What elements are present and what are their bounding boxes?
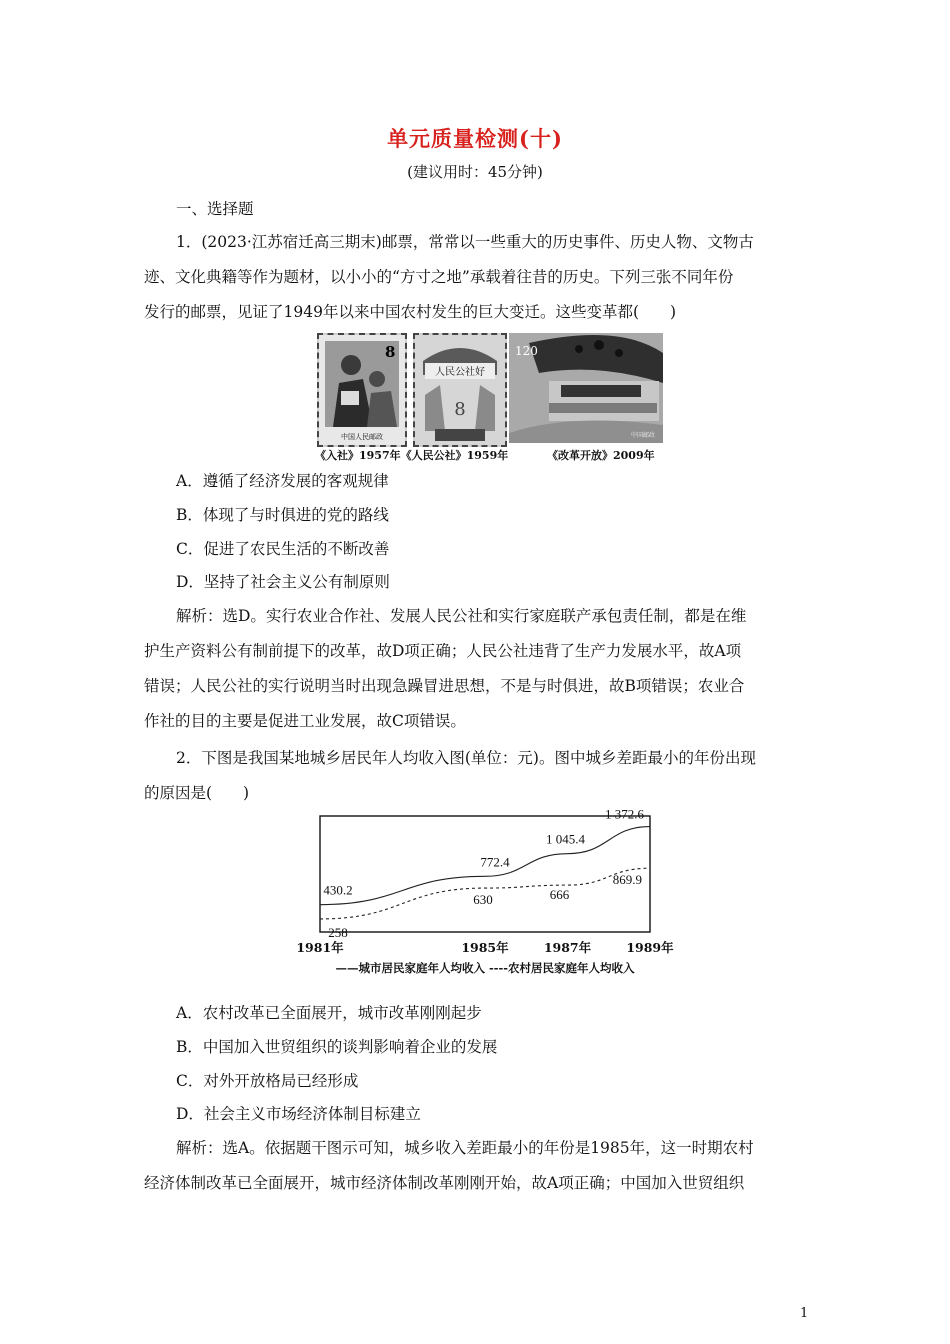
income-chart (296, 806, 680, 982)
stamp-2009-reform (509, 333, 663, 443)
q2-stem-line: 的原因是( ) (144, 784, 250, 802)
q2-analysis-line: 经济体制改革已全面展开，城市经济体制改革刚刚开始，故A项正确；中国加入世贸组织 (144, 1174, 745, 1192)
stamp-1959-value: 8 (454, 399, 466, 420)
data-label: 666 (549, 887, 570, 903)
q2-analysis-line: 解析：选A。依据题干图示可知，城乡收入差距最小的年份是1985年，这一时期农村 (176, 1139, 754, 1157)
page-title: 单元质量检测(十) (387, 126, 563, 151)
stamp-2009-image (509, 333, 663, 443)
q2-stem-line: 2．下图是我国某地城乡居民年人均收入图(单位：元)。图中城乡差距最小的年份出现 (176, 749, 756, 767)
data-label: 630 (473, 892, 493, 908)
data-label: 1 372.6 (605, 806, 644, 822)
data-label: 772.4 (480, 854, 510, 870)
q1-stem-line: 1．(2023·江苏宿迁高三期末)邮票，常常以一些重大的历史事件、历史人物、文物古 (176, 233, 754, 251)
q1-analysis-line: 作社的目的主要是促进工业发展，故C项错误。 (144, 712, 466, 730)
x-tick-label: 1987年 (543, 940, 592, 955)
stamp-1957-value: 8 (385, 343, 396, 361)
stamp-1957-image (319, 335, 405, 445)
stamp-caption-left: 《入社》1957年《人民公社》1959年 (315, 449, 509, 462)
chart-legend: ——城市居民家庭年人均收入 ----农村居民家庭年人均收入 (335, 961, 635, 975)
q1-option-a[interactable]: A．遵循了经济发展的客观规律 (176, 472, 389, 490)
stamp-1957-ruse (317, 333, 407, 447)
data-label: 430.2 (323, 882, 353, 898)
q2-option-a[interactable]: A．农村改革已全面展开，城市改革刚刚起步 (176, 1004, 482, 1022)
stamp-caption-right: 《改革开放》2009年 (547, 449, 655, 462)
q1-analysis-line: 解析：选D。实行农业合作社、发展人民公社和实行家庭联产承包责任制，都是在维 (176, 607, 747, 625)
stamp-2009-value: 120 (515, 344, 538, 358)
q1-analysis-line: 护生产资料公有制前提下的改革，故D项正确；人民公社违背了生产力发展水平，故A项 (144, 642, 742, 660)
stamp-1959-commune (413, 333, 507, 447)
q1-stem-line: 迹、文化典籍等作为题材，以小小的“方寸之地”承载着往昔的历史。下列三张不同年份 (144, 268, 734, 286)
chart-frame (320, 816, 650, 932)
q1-option-b[interactable]: B．体现了与时俱进的党的路线 (176, 506, 389, 524)
q1-option-d[interactable]: D．坚持了社会主义公有制原则 (176, 573, 390, 591)
q2-option-c[interactable]: C．对外开放格局已经形成 (176, 1072, 359, 1090)
data-label: 869.9 (612, 872, 642, 888)
q1-option-c[interactable]: C．促进了农民生活的不断改善 (176, 540, 390, 558)
page-number: 1 (800, 1306, 809, 1321)
q2-option-b[interactable]: B．中国加入世贸组织的谈判影响着企业的发展 (176, 1038, 498, 1056)
stamp-1959-banner: 人民公社好 (435, 367, 485, 378)
suggested-time: (建议用时：45分钟) (407, 163, 543, 181)
stamp-1959-image (415, 335, 505, 445)
stamp-figure (315, 333, 667, 463)
q1-analysis-line: 错误；人民公社的实行说明当时出现急躁冒进思想，不是与时俱进，故B项错误；农业合 (144, 677, 745, 695)
section-heading: 一、选择题 (176, 200, 254, 218)
stamp-1957-country: 中国人民邮政 (341, 433, 383, 441)
income-chart-svg (296, 806, 680, 982)
q2-option-d[interactable]: D．社会主义市场经济体制目标建立 (176, 1105, 421, 1123)
x-tick-label: 1985年 (461, 940, 509, 955)
stamp-2009-country: 中国邮政 (630, 432, 655, 439)
q1-stem-line: 发行的邮票，见证了1949年以来中国农村发生的巨大变迁。这些变革都( ) (144, 303, 677, 321)
data-label: 258 (328, 924, 348, 940)
x-tick-label: 1981年 (296, 940, 344, 955)
x-tick-label: 1989年 (626, 940, 674, 955)
data-label: 1 045.4 (546, 831, 585, 847)
